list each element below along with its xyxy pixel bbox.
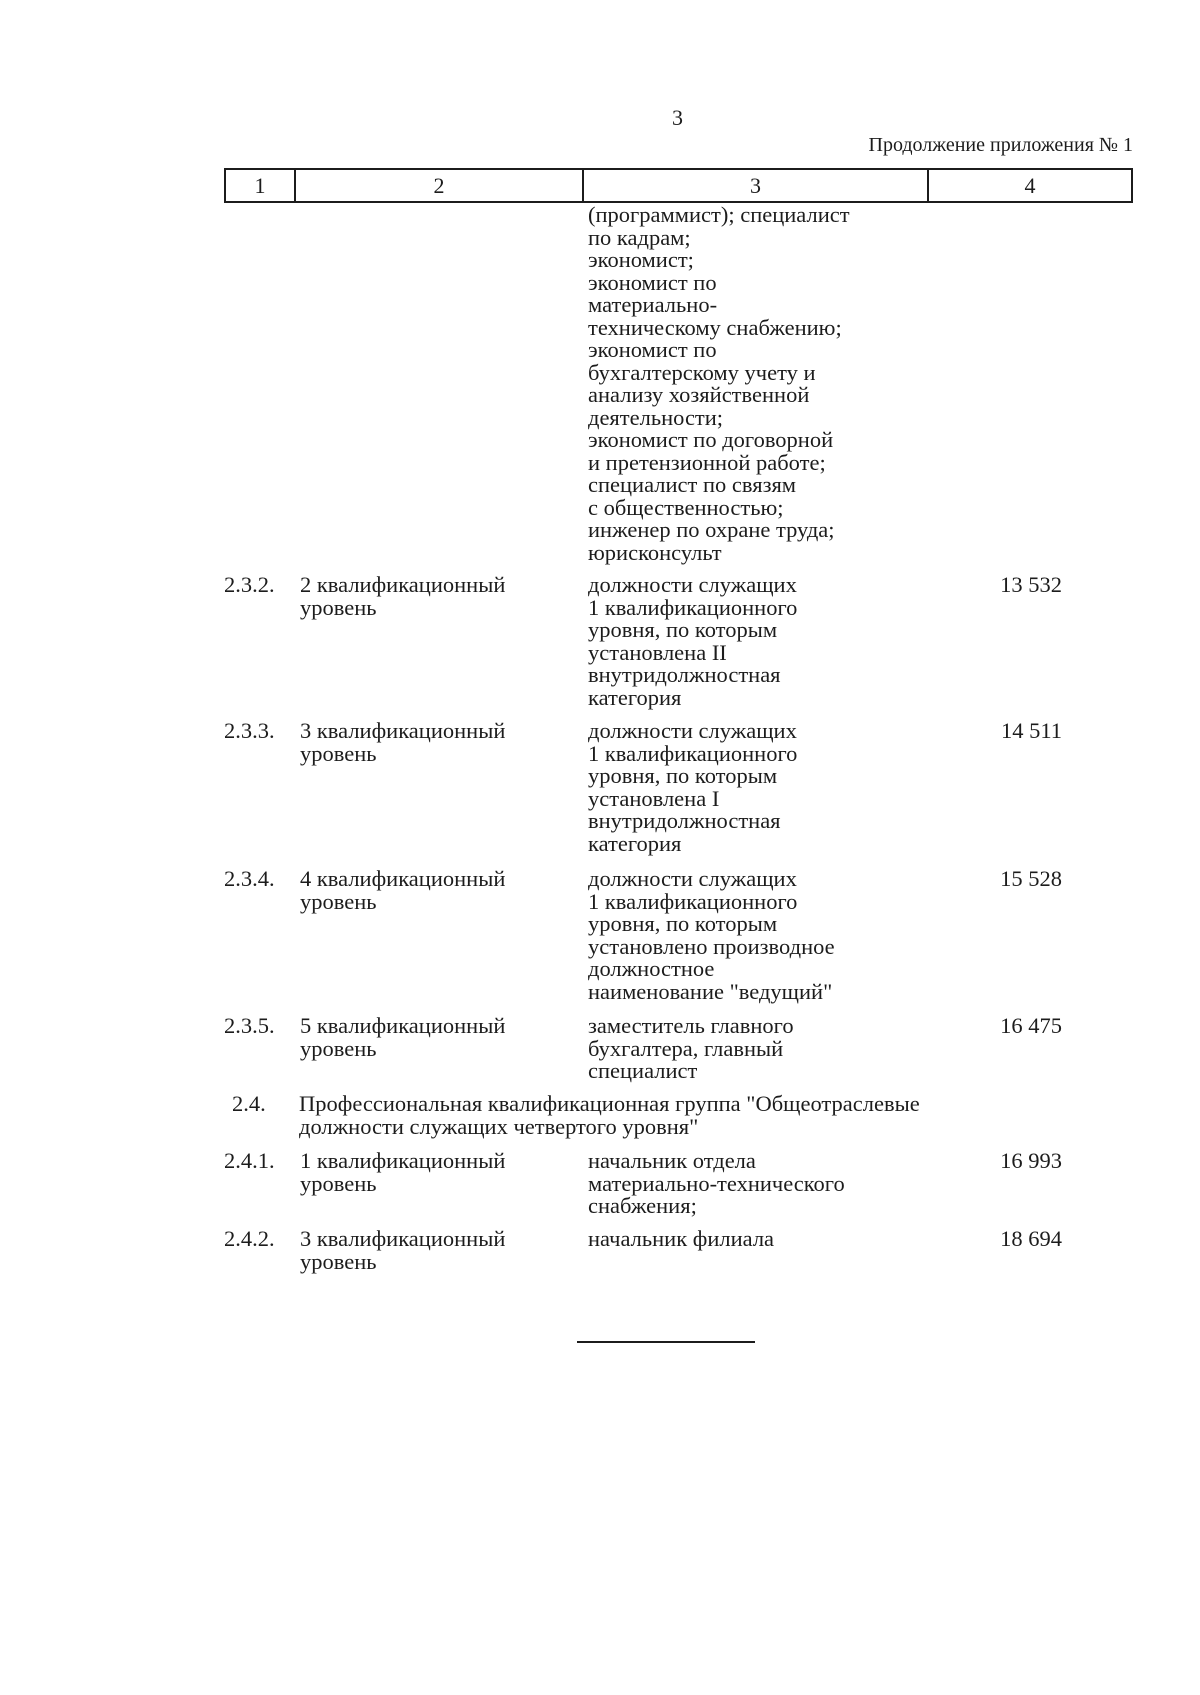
row-level: 2 квалификационный уровень — [300, 572, 506, 620]
row-positions: начальник филиала — [588, 1226, 775, 1251]
row-positions: должности служащих 1 квалификационного уровня, по которым установлено производное должностное наименование "ведущий" — [588, 866, 835, 1004]
row-salary: 15 528 — [1000, 866, 1062, 891]
page-number: 3 — [672, 105, 683, 130]
group-number: 2.4. — [232, 1091, 266, 1116]
row-number: 2.4.2. — [224, 1226, 275, 1251]
row-number: 2.3.3. — [224, 718, 275, 743]
continuation-label: Продолжение приложения № 1 — [868, 134, 1133, 156]
row-number: 2.3.2. — [224, 572, 275, 597]
row-salary: 16 993 — [1000, 1148, 1062, 1173]
row-level: 5 квалификационный уровень — [300, 1013, 506, 1061]
row-positions: начальник отдела материально-технического снабжения; — [588, 1148, 845, 1218]
row-salary: 16 475 — [1000, 1013, 1062, 1038]
row-level: 3 квалификационный уровень — [300, 718, 506, 766]
header-col-3: 3 — [584, 170, 929, 201]
group-title: Профессиональная квалификационная группа "Общеотраслевые должности служащих четвертого уровня" — [299, 1091, 920, 1139]
row-number: 2.4.1. — [224, 1148, 275, 1173]
row-positions: должности служащих 1 квалификационного уровня, по которым установлена I внутридолжностная категория — [588, 718, 798, 856]
row-salary: 13 532 — [1000, 572, 1062, 597]
row-level: 4 квалификационный уровень — [300, 866, 506, 914]
row-level: 3 квалификационный уровень — [300, 1226, 506, 1274]
header-col-2: 2 — [296, 170, 584, 201]
row-salary: 18 694 — [1000, 1226, 1062, 1251]
carryover-positions: (программист); специалист по кадрам; экономист; экономист по материально- техническому снабжению; экономист по бухгалтерскому учету и анализу хозяйственной деятельности; экономист по договорной и претензионной работе; специалист по связям с общественностью; инженер по охране труда; юрисконсульт — [588, 202, 850, 565]
row-positions: заместитель главного бухгалтера, главный специалист — [588, 1013, 794, 1083]
header-col-1: 1 — [226, 170, 296, 201]
row-positions: должности служащих 1 квалификационного уровня, по которым установлена II внутридолжностная категория — [588, 572, 798, 710]
header-col-4: 4 — [1024, 172, 1036, 198]
row-number: 2.3.5. — [224, 1013, 275, 1038]
row-level: 1 квалификационный уровень — [300, 1148, 506, 1196]
row-number: 2.3.4. — [224, 866, 275, 891]
row-salary: 14 511 — [1000, 718, 1062, 743]
end-divider — [577, 1341, 755, 1343]
table-header — [224, 168, 1133, 203]
